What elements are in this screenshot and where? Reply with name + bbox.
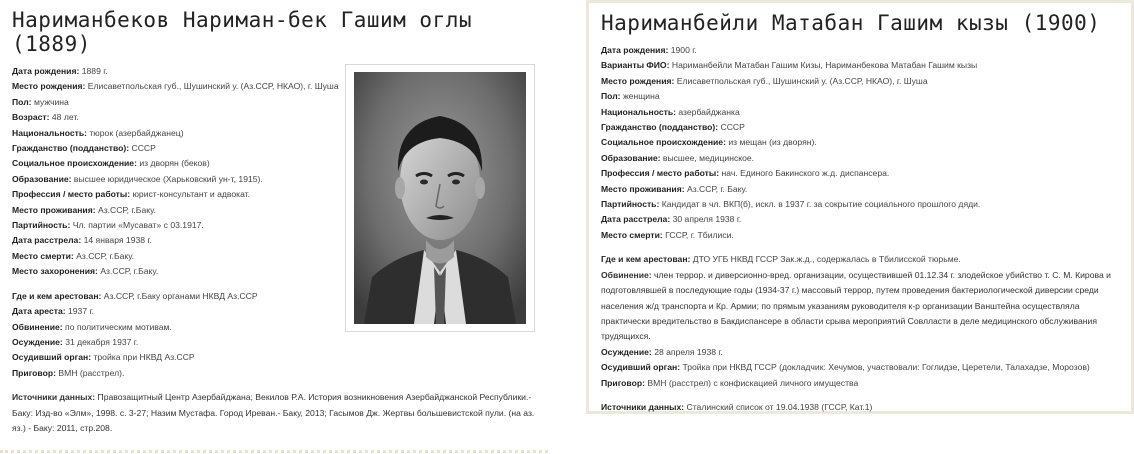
arrest-row: Приговор: ВМН (расстрел) с конфискацией личного имущества	[601, 377, 859, 388]
field-row: Национальность: тюрок (азербайджанец)	[12, 127, 184, 138]
arrest-row: Обвинение: член террор. и диверсионно-вред. организации, осуществившей 01.12.34 г. злодейское убийство т. С. М. Кирова и подготовлявшей в последующие годы (1934-37 г.) массовый террор, путем проведения бактериологической диверсии среди населения ж/д транспорта и Кр. Армии; по прямым указаниям руководителя к-р организации Ванштейна осуществляла практически вредительство в Бакдиспансере в области срыва мероприятий Совлласти в деле медицинского обслуживания трудящихся.	[601, 269, 1111, 342]
field-row: Место захоронения: Аз.ССР, г.Баку.	[12, 266, 159, 277]
arrest-row: Осуждение: 28 апреля 1938 г.	[601, 346, 723, 357]
field-row: Гражданство (подданство): СССР	[12, 143, 156, 154]
person-fields	[601, 43, 1119, 415]
field-row: Место смерти: ГССР, г. Тбилиси.	[601, 229, 734, 240]
person-title: Нариманбеков Нариман-бек Гашим оглы (1889)	[12, 8, 473, 56]
field-row: Место проживания: Аз.ССР, г. Баку.	[601, 183, 748, 194]
portrait-photo-frame	[345, 64, 535, 332]
field-row: Варианты ФИО: Нариманбейли Матабан Гашим Кизы, Нариманбекова Матабан Гашим кызы	[601, 60, 978, 71]
arrest-row: Приговор: ВМН (расстрел).	[12, 367, 125, 378]
field-row: Место смерти: Аз.ССР, г.Баку.	[12, 250, 135, 261]
field-row: Образование: высшее, медицинское.	[601, 152, 755, 163]
field-row: Пол: женщина	[601, 91, 660, 102]
sources: Источники данных: Правозащитный Центр Азербайджана; Векилов Р.А. История возникновения Азербайджанской Республики.- Баку: Изд-во «Элм», 1998. с. 3-27; Назим Мустафа. Город Иреван.- Баку, 2013; Гасымов Дж. Жертвы большевистской пули. (на аз. яз.) - Баку: 2011, стр.208.	[12, 392, 535, 433]
field-row: Партийность: Кандидат в чл. ВКП(б), искл. в 1937 г. за сокрытие социального прошлого дяди.	[601, 199, 981, 210]
field-row: Дата рождения: 1900 г.	[601, 45, 697, 55]
arrest-row: Обвинение: по политическим мотивам.	[12, 321, 172, 332]
person-fields	[12, 64, 339, 390]
sources: Источники данных: Сталинский список от 19.04.1938 (ГССР, Кат.1)	[601, 401, 873, 412]
field-row: Дата расстрела: 14 января 1938 г.	[12, 235, 152, 246]
field-row: Профессия / место работы: юрист-консультант и адвокат.	[12, 189, 251, 200]
field-row: Пол: мужчина	[12, 96, 69, 107]
arrest-row: Дата ареста: 1937 г.	[12, 306, 94, 317]
portrait-photo	[354, 72, 526, 324]
arrest-row: Где и кем арестован: Аз.ССР, г.Баку органами НКВД Аз.ССР	[12, 290, 258, 301]
arrest-row: Осудивший орган: Тройка при НКВД ГССР (докладчик: Хечумов, участвовали: Гоглидзе, Церетели, Талахадзе, Морозов)	[601, 362, 1090, 373]
person-card-right	[586, 0, 1134, 414]
field-row: Дата расстрела: 30 апреля 1938 г.	[601, 214, 742, 225]
arrest-row: Осуждение: 31 декабря 1937 г.	[12, 336, 139, 347]
field-row: Гражданство (подданство): СССР	[601, 122, 745, 133]
person-title: Нариманбейли Матабан Гашим кызы (1900)	[601, 11, 1101, 35]
field-row: Место рождения: Елисаветпольская губ., Шушинский у. (Аз.ССР, НКАО), г. Шуша	[601, 75, 928, 86]
field-row: Образование: высшее юридическое (Харьковский ун-т, 1915).	[12, 173, 263, 184]
field-row: Дата рождения: 1889 г.	[12, 66, 108, 76]
arrest-row: Где и кем арестован: ДТО УГБ НКВД ГССР Зак.ж.д., содержалась в Тбилисской тюрьме.	[601, 254, 961, 265]
field-row: Возраст: 48 лет.	[12, 112, 79, 123]
field-row: Место проживания: Аз.ССР, г.Баку.	[12, 204, 156, 215]
dotted-divider	[0, 450, 548, 453]
field-row: Национальность: азербайджанка	[601, 106, 740, 117]
field-row: Место рождения: Елисаветпольская губ., Шушинский у. (Аз.ССР, НКАО), г. Шуша	[12, 81, 339, 92]
arrest-row: Осудивший орган: тройка при НКВД Аз.ССР	[12, 352, 195, 363]
field-row: Партийность: Чл. партии «Мусават» с 03.1917.	[12, 220, 204, 231]
field-row: Социальное происхождение: из дворян (беков)	[12, 158, 210, 169]
field-row: Профессия / место работы: нач. Единого Бакинского ж.д. диспансера.	[601, 168, 890, 179]
person-card-left	[0, 0, 550, 454]
field-row: Социальное происхождение: из мещан (из дворян).	[601, 137, 817, 148]
